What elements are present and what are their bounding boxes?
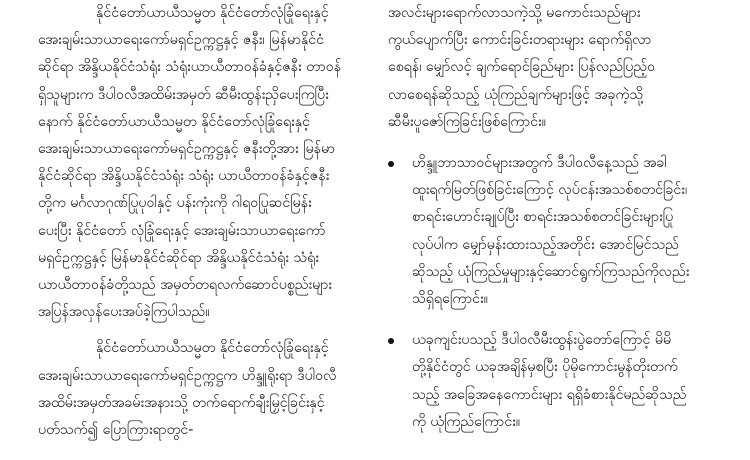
bullet-icon [388,161,394,167]
body-paragraph: နိုင်ငံတော်ယာယီသမ္မတ နိုင်ငံတော်လုံခြုံရေးနှင့် အေးချမ်းသာယာရေးကော်မရှင်ဥက္ကဋ္ဌက ဟိန္ဒူရိုးရာ ဒီပါဝလီ အထိမ်းအမှတ်အခမ်းအနားသို့ တက်ရောက်ချီးမြှင့်ခြင်းနှင့် ပတ်သက်၍ ပြောကြားရာတွင်- [38,340,337,439]
bullet-item [388,327,720,436]
bullet-icon [388,338,394,344]
body-paragraph: နိုင်ငံတော်ယာယီသမ္မတ နိုင်ငံတော်လုံခြုံရေးနှင့် အေးချမ်းသာယာရေးကော်မရှင်ဥက္ကဋ္ဌနှင့် ဇနီး၊ မြန်မာနိုင်ငံ ဆိုင်ရာ အိန္ဒိယနိုင်ငံသံရုံး သံရုံးယာယီတာဝန်ခံနှင့်ဇနီး တာဝန် ရှိသူများက ဒီပါဝလီအထိမ်းအမှတ် ဆီမီးထွန်းညှိပေးကြပြီး နောက် နိုင်ငံတော်ယာယီသမ္မတ နိုင်ငံတော်လုံခြုံရေးနှင့် အေးချမ်းသာယာရေးကော်မရှင်ဥက္ကဋ္ဌနှင့် ဇနီးတို့အား မြန်မာ နိုင်ငံဆိုင်ရာ အိန္ဒိယနိုင်ငံသံရုံး သံရုံး ယာယီတာဝန်ခံနှင့်ဇနီး တို့က မင်္ဂလာဂုဏ်ပြုပုဝါနှင့် ပန်းကုံးကို ဂါရဝပြုဆင်မြန်း ပေးပြီး နိုင်ငံတော် လုံခြုံရေးနှင့် အေးချမ်းသာယာရေးကော် မရှင်ဥက္ကဋ္ဌနှင့် မြန်မာနိုင်ငံဆိုင်ရာ အိန္ဒိယနိုင်ငံသံရုံး သံရုံး ယာယီတာဝန်ခံတို့သည် အမှတ်တရလက်ဆောင်ပစ္စည်းများ အပြန်အလှန်ပေးအပ်ခဲ့ကြပါသည်။ [38,5,342,321]
bullet-text: ယခုကျင်းပသည့် ဒီပါဝလီမီးထွန်းပွဲတော်ကြောင့် မိမိ တို့နိုင်ငံတွင် ယခုအချိန်မှစပြီး ပိုမိုကောင်းမွန်တိုးတက် သည့် အခြေအနေကောင်းများ ရရှိခံစားနိုင်မည်ဆိုသည် ကို ယုံကြည်ကြောင်း။ [412,332,687,430]
bullet-item [388,150,720,313]
bullet-text: ဟိန္ဒူဘာသာဝင်များအတွက် ဒီပါဝလီနေ့သည် အခါ ထူးရက်မြတ်ဖြစ်ခြင်းကြောင့် လုပ်ငန်းအသစ်စတင်ခြင်း၊ စာရင်းဟောင်းချုပ်ပြီး စာရင်းအသစ်စတင်ခြင်းများပြု လုပ်ပါက မျှော်မှန်းထားသည့်အတိုင်း အောင်မြင်သည် ဆိုသည့် ယုံကြည်မှုများနှင့်ဆောင်ရွက်ကြသည်ကိုလည်း သိရှိရကြောင်း။ [412,155,690,308]
right-column [388,0,720,436]
continued-paragraph: အလင်းများရောက်လာသကဲ့သို့ မကောင်းသည်များ ကွယ်ပျောက်ပြီး ကောင်းခြင်းတရားများ ရောက်ရှိလာ စေရန်၊ မျှော်လင့် ချက်ရောင်ခြည်များ ပြန်လည်ပြည့်ဝ လာစေရန်ဆိုသည့် ယုံကြည်ချက်များဖြင့် အခုကဲ့သို့ ဆီမီးပူဇော်ကြခြင်းဖြစ်ကြောင်း။ [388,5,656,130]
left-column [38,0,368,444]
